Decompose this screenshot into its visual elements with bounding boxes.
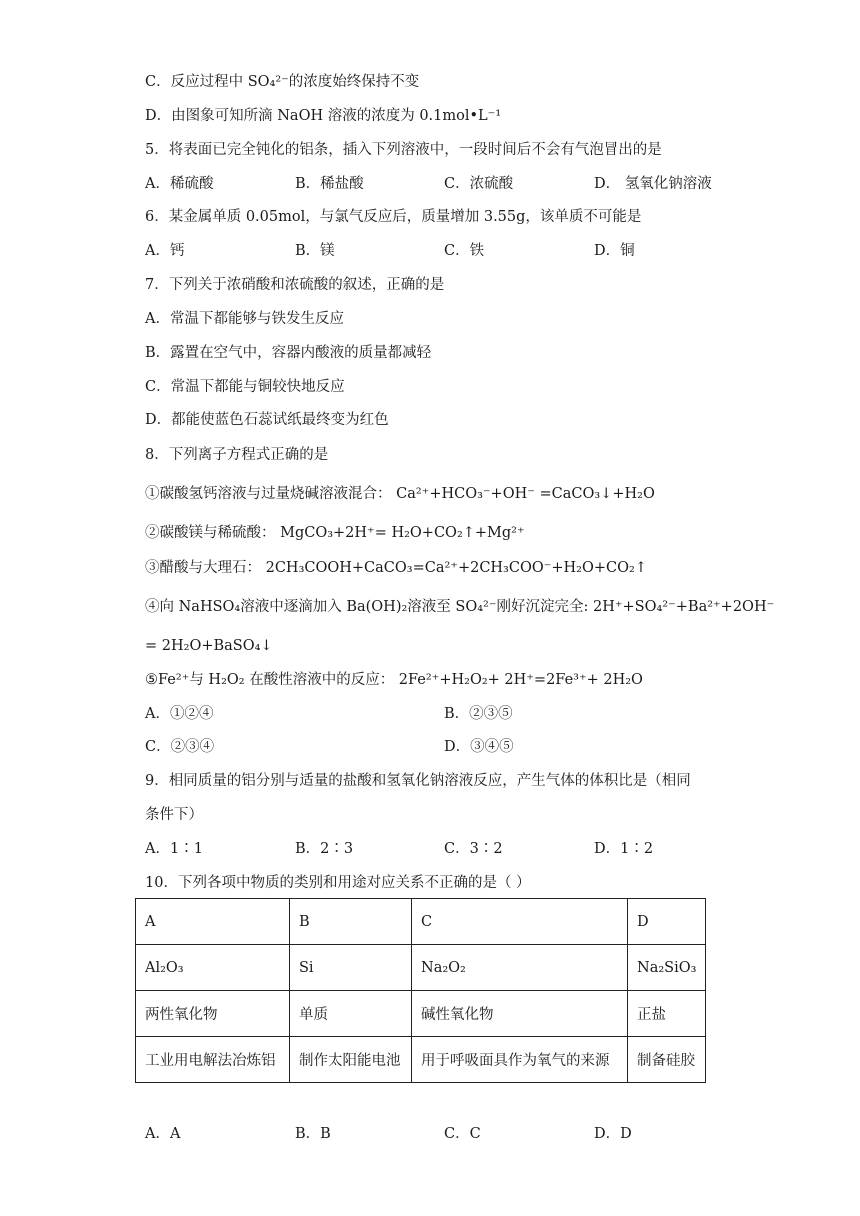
q6-option-a: A．钙 — [145, 243, 185, 259]
q10-option-d: D．D — [594, 1126, 632, 1142]
q5-option-b: B．稀盐酸 — [295, 176, 364, 192]
table-cell: C — [412, 899, 628, 945]
q8-option-a: A．①②④ — [145, 706, 214, 722]
q8-option-b: B．②③⑤ — [444, 706, 513, 722]
table-cell: 碱性氧化物 — [412, 991, 628, 1037]
q8-stem: 8．下列离子方程式正确的是 — [145, 447, 329, 463]
q5-option-a: A．稀硫酸 — [145, 176, 214, 192]
q9-option-b: B．2∶3 — [295, 841, 354, 857]
table-cell: 制作太阳能电池 — [290, 1037, 412, 1083]
q10-option-a: A．A — [145, 1126, 181, 1142]
table-row — [136, 991, 706, 1037]
q6-option-c: C．铁 — [444, 243, 485, 259]
q10-stem: 10．下列各项中物质的类别和用途对应关系不正确的是（ ） — [145, 875, 531, 891]
table-cell: Na₂SiO₃ — [628, 945, 706, 991]
table-cell: 单质 — [290, 991, 412, 1037]
q5-stem: 5．将表面已完全钝化的铝条，插入下列溶液中，一段时间后不会有气泡冒出的是 — [145, 142, 662, 158]
table-cell: Na₂O₂ — [412, 945, 628, 991]
q7-option-d: D．都能使蓝色石蕊试纸最终变为红色 — [145, 412, 389, 428]
table-cell: B — [290, 899, 412, 945]
table-cell: A — [136, 899, 290, 945]
table-cell: Al₂O₃ — [136, 945, 290, 991]
table-row — [136, 899, 706, 945]
q8-item-4-continued: = 2H₂O+BaSO₄↓ — [145, 638, 273, 654]
q8-option-c: C．②③④ — [145, 739, 215, 755]
q9-option-c: C．3∶2 — [444, 841, 503, 857]
q6-option-d: D．铜 — [594, 243, 635, 259]
q4-option-c: C．反应过程中 SO₄²⁻的浓度始终保持不变 — [145, 74, 420, 90]
q7-option-b: B．露置在空气中，容器内酸液的质量都减轻 — [145, 345, 432, 361]
table-cell: 制备硅胶 — [628, 1037, 706, 1083]
q10-option-c: C．C — [444, 1126, 481, 1142]
table-cell: 正盐 — [628, 991, 706, 1037]
table-cell: Si — [290, 945, 412, 991]
q9-stem-line2: 条件下） — [145, 807, 203, 823]
q5-option-c: C．浓硫酸 — [444, 176, 514, 192]
q7-option-c: C．常温下都能与铜较快地反应 — [145, 379, 345, 395]
q9-option-d: D．1∶2 — [594, 841, 654, 857]
q8-item-2: ②碳酸镁与稀硫酸： MgCO₃+2H⁺= H₂O+CO₂↑+Mg²⁺ — [145, 525, 525, 541]
q8-item-4: ④向 NaHSO₄溶液中逐滴加入 Ba(OH)₂溶液至 SO₄²⁻刚好沉淀完全: 2H⁺+SO₄²⁻+Ba²⁺+2OH⁻ — [145, 599, 775, 615]
q10-table — [135, 898, 706, 1083]
table-cell: 用于呼吸面具作为氧气的来源 — [412, 1037, 628, 1083]
table-cell: D — [628, 899, 706, 945]
q7-stem: 7．下列关于浓硝酸和浓硫酸的叙述，正确的是 — [145, 277, 445, 293]
q8-item-3: ③醋酸与大理石： 2CH₃COOH+CaCO₃=Ca²⁺+2CH₃COO⁻+H₂O+CO₂↑ — [145, 560, 647, 576]
q8-option-d: D．③④⑤ — [444, 739, 514, 755]
q6-option-b: B．镁 — [295, 243, 335, 259]
q9-stem-line1: 9．相同质量的铝分别与适量的盐酸和氢氧化钠溶液反应，产生气体的体积比是（相同 — [145, 773, 691, 789]
table-cell: 两性氧化物 — [136, 991, 290, 1037]
q8-item-1: ①碳酸氢钙溶液与过量烧碱溶液混合： Ca²⁺+HCO₃⁻+OH⁻ =CaCO₃↓+H₂O — [145, 486, 655, 502]
table-row — [136, 945, 706, 991]
q7-option-a: A．常温下都能够与铁发生反应 — [145, 311, 344, 327]
table-cell: 工业用电解法冶炼铝 — [136, 1037, 290, 1083]
table-row — [136, 1037, 706, 1083]
q4-option-d: D．由图象可知所滴 NaOH 溶液的浓度为 0.1mol•L⁻¹ — [145, 108, 502, 124]
q10-option-b: B．B — [295, 1126, 331, 1142]
q5-option-d: D． 氢氧化钠溶液 — [594, 176, 712, 192]
q9-option-a: A．1∶1 — [145, 841, 203, 857]
q6-stem: 6．某金属单质 0.05mol，与氯气反应后，质量增加 3.55g，该单质不可能是 — [145, 209, 642, 225]
q8-item-5: ⑤Fe²⁺与 H₂O₂ 在酸性溶液中的反应： 2Fe²⁺+H₂O₂+ 2H⁺=2Fe³⁺+ 2H₂O — [145, 672, 643, 688]
